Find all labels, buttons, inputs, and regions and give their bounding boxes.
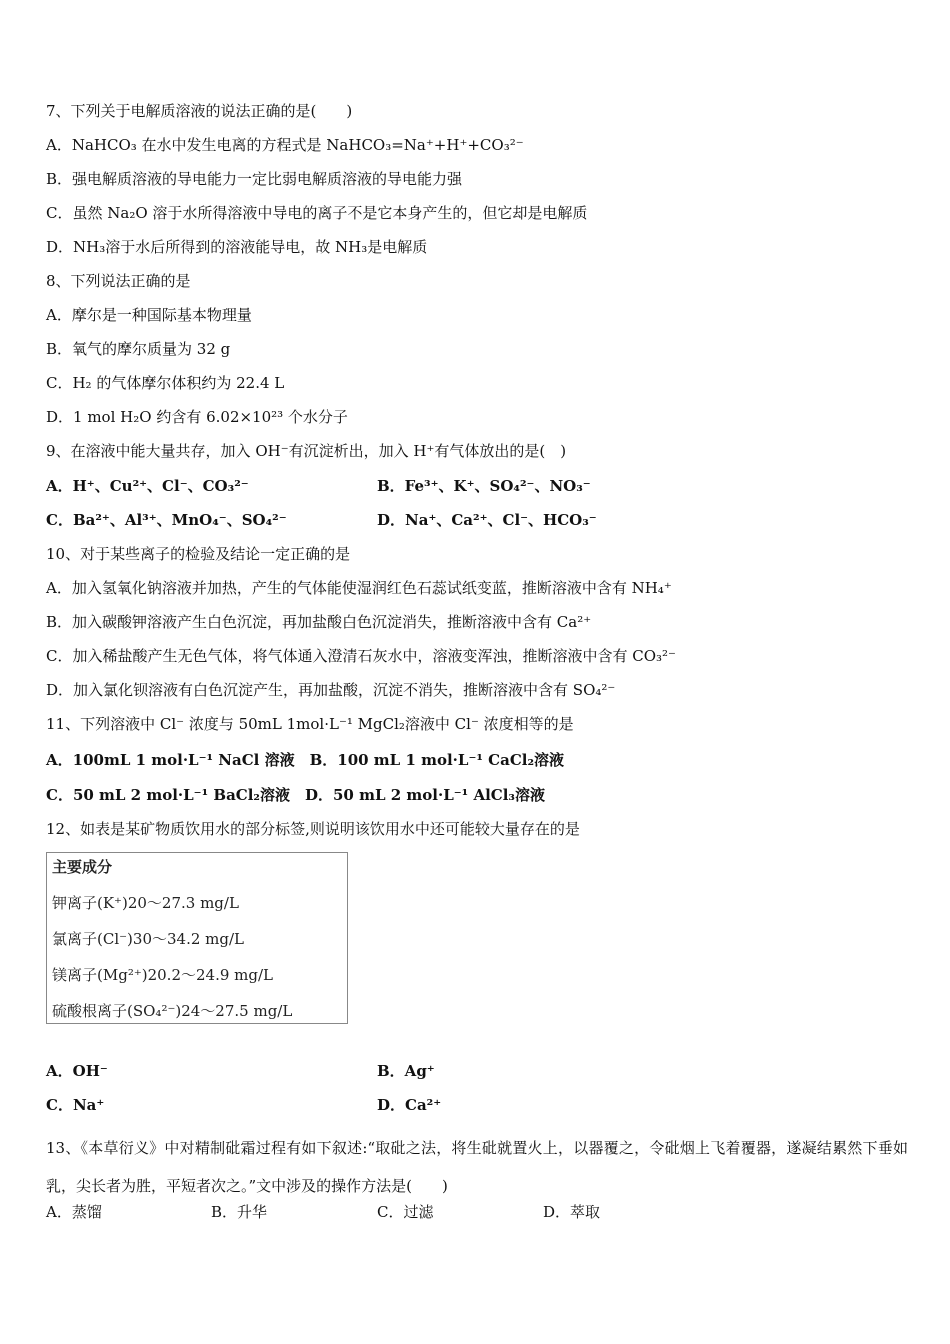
q8-option-b: B．氧气的摩尔质量为 32 g [46,340,231,358]
q9-option-b: B．Fe³⁺、K⁺、SO₄²⁻、NO₃⁻ [377,477,591,495]
label-row-sulfate: 硫酸根离子(SO₄²⁻)24～27.5 mg/L [52,1002,293,1020]
q10-option-d: D．加入氯化钡溶液有白色沉淀产生，再加盐酸，沉淀不消失，推断溶液中含有 SO₄²⁻ [46,681,616,699]
q9-option-d: D．Na⁺、Ca²⁺、Cl⁻、HCO₃⁻ [377,511,597,529]
q12-option-c: C．Na⁺ [46,1096,105,1114]
q11-options-ab: A．100mL 1 mol·L⁻¹ NaCl 溶液 B．100 mL 1 mol·L⁻¹ CaCl₂溶液 [46,751,565,769]
q8-option-d: D．1 mol H₂O 约含有 6.02×10²³ 个水分子 [46,408,348,426]
label-row-potassium: 钾离子(K⁺)20～27.3 mg/L [52,894,239,912]
q13-option-c: C．过滤 [377,1203,434,1221]
q13-stem: 13、《本草衍义》中对精制砒霜过程有如下叙述:“取砒之法，将生砒就置火上，以器覆之，令砒烟上飞着覆器，遂凝结累然下垂如乳，尖长者为胜，平短者次之。”文中涉及的操作方法是( ) [46,1139,908,1195]
q8-stem: 8、下列说法正确的是 [46,272,191,290]
q10-option-b: B．加入碳酸钾溶液产生白色沉淀，再加盐酸白色沉淀消失，推断溶液中含有 Ca²⁺ [46,613,592,631]
q10-stem: 10、对于某些离子的检验及结论一定正确的是 [46,545,351,563]
q11-options-cd: C．50 mL 2 mol·L⁻¹ BaCl₂溶液 D．50 mL 2 mol·L⁻¹ AlCl₃溶液 [46,786,545,804]
q8-option-c: C．H₂ 的气体摩尔体积约为 22.4 L [46,374,285,392]
q12-option-a: A．OH⁻ [46,1062,108,1080]
q11-stem: 11、下列溶液中 Cl⁻ 浓度与 50mL 1mol·L⁻¹ MgCl₂溶液中 Cl⁻ 浓度相等的是 [46,715,574,733]
mineral-water-label [46,852,348,1024]
q10-option-a: A．加入氢氧化钠溶液并加热，产生的气体能使湿润红色石蕊试纸变蓝，推断溶液中含有 NH₄⁺ [46,579,672,597]
q9-option-a: A．H⁺、Cu²⁺、Cl⁻、CO₃²⁻ [46,477,249,495]
q13-option-a: A．蒸馏 [46,1203,102,1221]
q7-stem: 7、下列关于电解质溶液的说法正确的是( ) [46,102,353,120]
q13-option-b: B．升华 [211,1203,268,1221]
q7-option-b: B．强电解质溶液的导电能力一定比弱电解质溶液的导电能力强 [46,170,463,188]
q12-option-b: B．Ag⁺ [377,1062,435,1080]
label-row-magnesium: 镁离子(Mg²⁺)20.2～24.9 mg/L [52,966,274,984]
q13-option-d: D．萃取 [543,1203,601,1221]
q7-option-d: D．NH₃溶于水后所得到的溶液能导电，故 NH₃是电解质 [46,238,428,256]
q12-option-d: D．Ca²⁺ [377,1096,442,1114]
q7-option-c: C．虽然 Na₂O 溶于水所得溶液中导电的离子不是它本身产生的，但它却是电解质 [46,204,588,222]
label-title: 主要成分 [52,858,113,876]
q9-option-c: C．Ba²⁺、Al³⁺、MnO₄⁻、SO₄²⁻ [46,511,287,529]
q12-stem: 12、如表是某矿物质饮用水的部分标签,则说明该饮用水中还可能较大量存在的是 [46,820,580,838]
q9-stem: 9、在溶液中能大量共存，加入 OH⁻有沉淀析出，加入 H⁺有气体放出的是( ) [46,442,567,460]
q8-option-a: A．摩尔是一种国际基本物理量 [46,306,252,324]
label-row-chloride: 氯离子(Cl⁻)30～34.2 mg/L [52,930,244,948]
q10-option-c: C．加入稀盐酸产生无色气体，将气体通入澄清石灰水中，溶液变浑浊，推断溶液中含有 CO₃²⁻ [46,647,676,665]
q7-option-a: A．NaHCO₃ 在水中发生电离的方程式是 NaHCO₃=Na⁺+H⁺+CO₃²⁻ [46,136,524,154]
